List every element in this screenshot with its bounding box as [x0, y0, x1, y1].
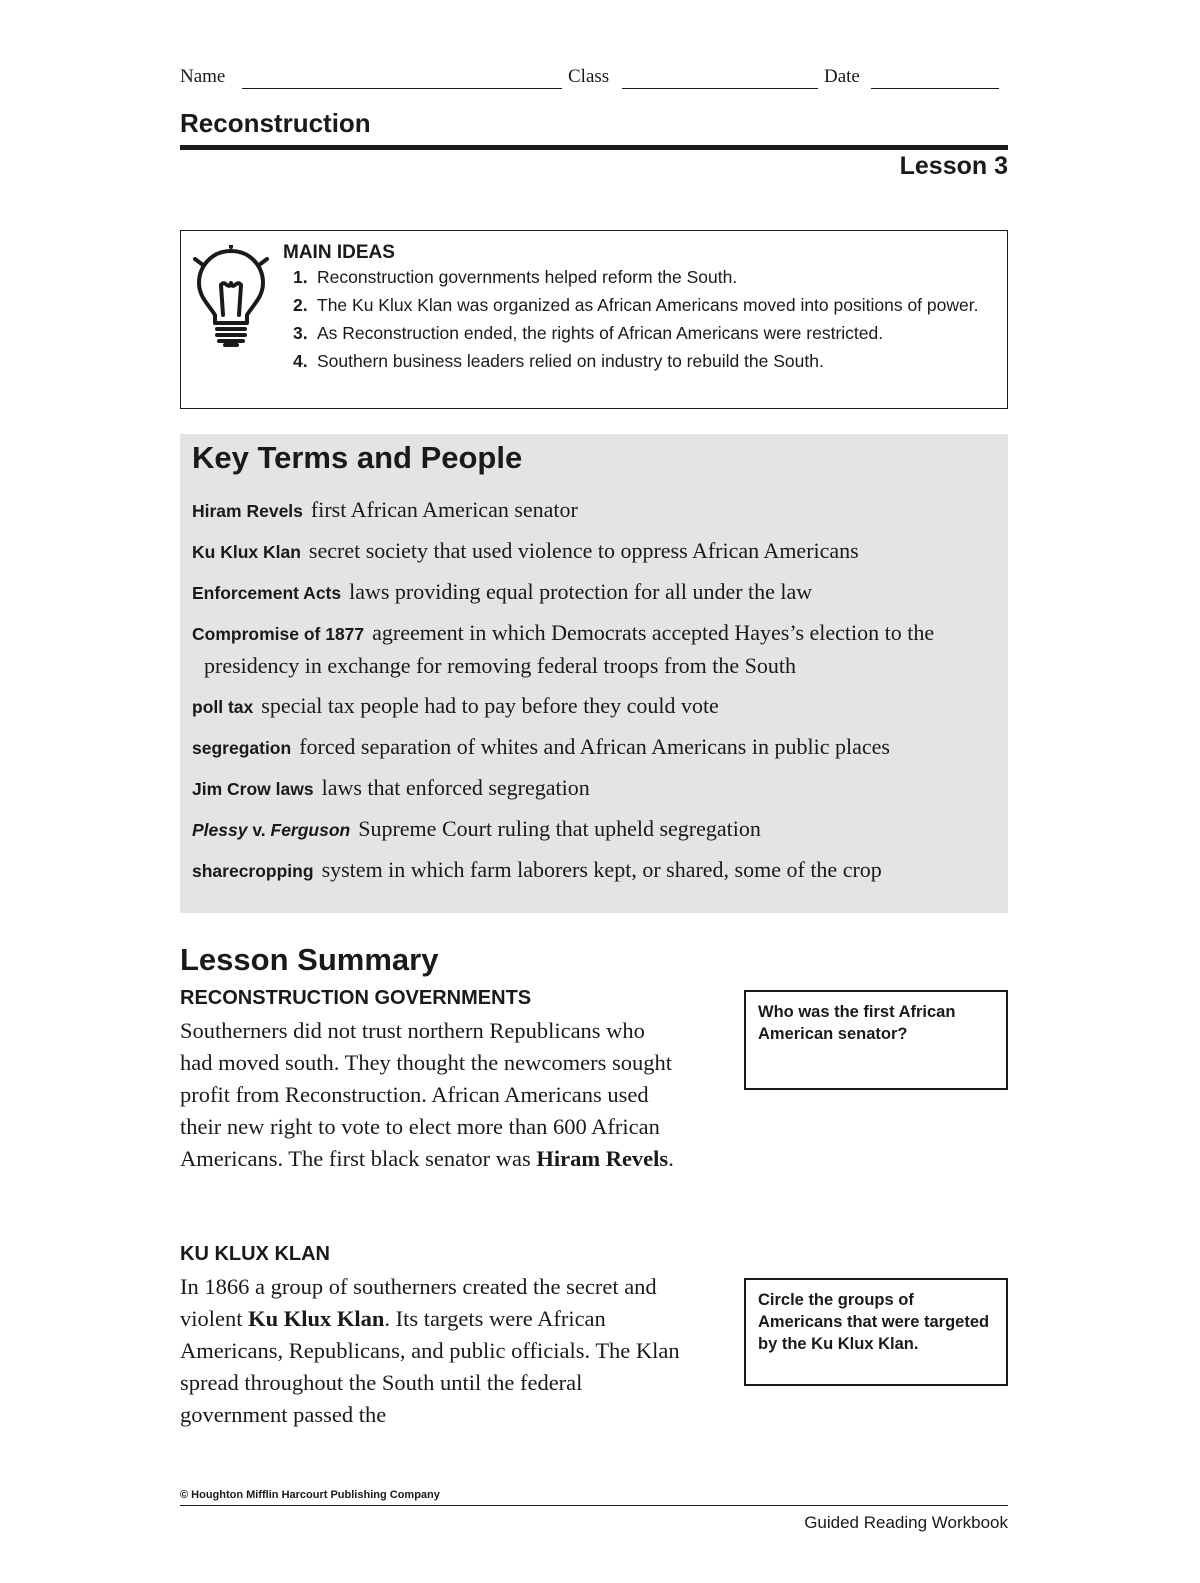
definition: system in which farm laborers kept, or shared, some of the crop: [321, 857, 882, 882]
name-label: Name: [180, 66, 226, 87]
term-entry: [192, 535, 1002, 568]
sidebar-question: Circle the groups of Americans that were targeted by the Ku Klux Klan.: [744, 1278, 1008, 1386]
bold-term: Ku Klux Klan: [248, 1306, 385, 1331]
lesson-summary-title: Lesson Summary: [180, 942, 439, 977]
term: Compromise of 1877: [192, 624, 365, 644]
term-italic: Ferguson: [270, 820, 351, 840]
term: Ku Klux Klan: [192, 542, 301, 562]
footer-divider: [180, 1505, 1008, 1506]
key-terms-panel: [180, 434, 1008, 913]
term-entry: [192, 576, 1002, 609]
body-text: .: [668, 1146, 674, 1171]
body-text: . Its targets were African Americans, Republicans, and public officials. The Klan spread throughout the South until the federal government passed the: [180, 1306, 680, 1427]
definition: secret society that used violence to oppress African Americans: [308, 538, 859, 563]
list-item: [293, 265, 993, 290]
name-field[interactable]: [242, 88, 562, 89]
term-entry: [192, 813, 1002, 846]
class-field[interactable]: [622, 88, 818, 89]
section-heading: KU KLUX KLAN: [180, 1243, 330, 1265]
main-ideas-list: [293, 265, 993, 377]
section-heading: RECONSTRUCTION GOVERNMENTS: [180, 987, 532, 1009]
term-entry: [192, 617, 1002, 682]
list-item: [293, 321, 993, 346]
list-item: [293, 293, 993, 318]
item-number: 2.: [293, 295, 308, 315]
term: Jim Crow laws: [192, 779, 314, 799]
item-number: 1.: [293, 267, 308, 287]
term: sharecropping: [192, 861, 314, 881]
definition: first African American senator: [310, 497, 578, 522]
term-entry: [192, 854, 1002, 887]
item-text: As Reconstruction ended, the rights of African Americans were restricted.: [317, 323, 884, 343]
section-body: [180, 1271, 685, 1431]
item-number: 4.: [293, 351, 308, 371]
date-label: Date: [824, 66, 860, 87]
definition: agreement in which Democrats accepted Hayes’s election to the presidency in exchange for removing federal troops from the South: [204, 620, 935, 678]
unit-title: Reconstruction: [180, 108, 371, 138]
item-text: Southern business leaders relied on industry to rebuild the South.: [317, 351, 824, 371]
bold-term: Hiram Revels: [536, 1146, 669, 1171]
body-text: In 1866 a group of southerners created the secret and violent: [180, 1274, 657, 1331]
workbook-title: Guided Reading Workbook: [804, 1513, 1008, 1532]
term-entry: [192, 772, 1002, 805]
sidebar-question: Who was the first African American senator?: [744, 990, 1008, 1090]
term: [192, 820, 350, 840]
term-entry: [192, 731, 1002, 764]
term: Hiram Revels: [192, 501, 303, 521]
key-terms-list: [192, 494, 1002, 895]
item-text: Reconstruction governments helped reform the South.: [317, 267, 738, 287]
item-number: 3.: [293, 323, 308, 343]
term: poll tax: [192, 697, 254, 717]
term: Enforcement Acts: [192, 583, 342, 603]
definition: Supreme Court ruling that upheld segregation: [358, 816, 761, 841]
section-body: [180, 1015, 680, 1175]
definition: special tax people had to pay before they could vote: [261, 693, 719, 718]
term-entry: [192, 690, 1002, 723]
term-mid: v.: [247, 820, 271, 840]
body-text: Southerners did not trust northern Republicans who had moved south. They thought the newcomers sought profit from Reconstruction. African Americans used their new right to vote to elect more than 600 African Americans. The first black senator was: [180, 1018, 673, 1171]
term-entry: [192, 494, 1002, 527]
item-text: The Ku Klux Klan was organized as African Americans moved into positions of power.: [317, 295, 979, 315]
lesson-number: Lesson 3: [899, 152, 1008, 180]
date-field[interactable]: [871, 88, 999, 89]
definition: laws providing equal protection for all under the law: [349, 579, 813, 604]
term: segregation: [192, 738, 292, 758]
main-ideas-title: MAIN IDEAS: [283, 242, 395, 263]
key-terms-title: Key Terms and People: [192, 440, 523, 475]
copyright: © Houghton Mifflin Harcourt Publishing Company: [180, 1489, 440, 1501]
list-item: [293, 349, 993, 374]
definition: forced separation of whites and African Americans in public places: [299, 734, 890, 759]
main-ideas-box: [180, 230, 1008, 409]
term-italic: Plessy: [192, 820, 248, 840]
definition: laws that enforced segregation: [321, 775, 590, 800]
student-info-line: [180, 66, 1010, 96]
lightbulb-icon: [193, 245, 269, 349]
title-divider: [180, 145, 1008, 150]
class-label: Class: [568, 66, 610, 87]
